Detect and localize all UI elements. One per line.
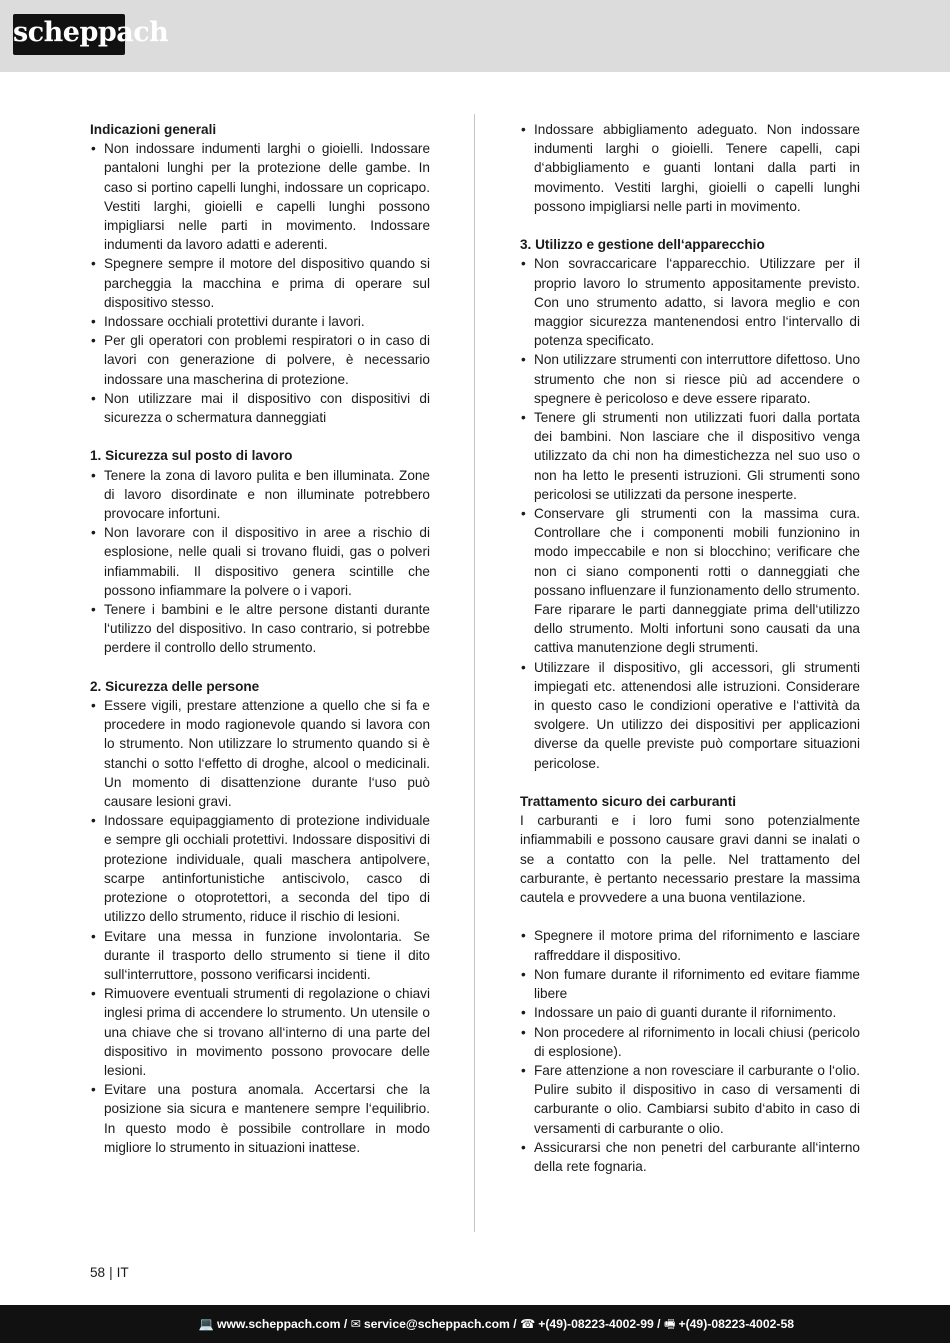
list-item: • Non indossare indumenti larghi o gioielli. Indossare pantaloni lunghi per la protezione delle gambe. In caso si portino capelli lunghi, indossare un copricapo. Vestiti larghi, gioielli e capelli lunghi possono impigliarsi nelle parti in movimento. Indossare indumenti da lavoro adatti e aderenti.: [90, 139, 430, 254]
phone-number: +(49)-08223-4002-99: [538, 1317, 654, 1331]
list-item: • Non lavorare con il dispositivo in aree a rischio di esplosione, nelle quali si trovano fluidi, gas o polveri infiammabili. Il dispositivo genera scintille che possono infiammare la polvere o i vapori.: [90, 523, 430, 600]
workplace-list: [90, 466, 430, 658]
clothing-list: [520, 120, 860, 216]
fax-icon: 🖷: [663, 1317, 676, 1331]
general-list: [90, 139, 430, 427]
list-item: • Indossare equipaggiamento di protezione individuale e sempre gli occhiali protettivi. Indossare dispositivi di protezione individuale, quali maschera antipolvere, scarpe antinfortunistiche antiscivolo, casco di protezione o otoprotettori, a seconda del tipo di utilizzo dello strumento, riduce il rischio di lesioni.: [90, 811, 430, 926]
list-item: • Conservare gli strumenti con la massima cura. Controllare che i componenti mobili funzionino in modo impeccabile e non si blocchino; verificare che non ci siano componenti rotti o danneggiati che possano influenzare il funzionamento dello strumento. Fare riparare le parti danneggiate prima dell‘utilizzo dello strumento. Molti infortuni sono causati da una cattiva manutenzione degli strumenti.: [520, 504, 860, 658]
list-item: • Non utilizzare mai il dispositivo con dispositivi di sicurezza o schermatura danneggiati: [90, 389, 430, 427]
general-section: [90, 120, 430, 427]
left-column: [90, 120, 430, 1157]
list-item: • Per gli operatori con problemi respiratori o in caso di lavori con generazione di polvere, è necessario indossare una mascherina di protezione.: [90, 331, 430, 389]
column-divider: [474, 114, 475, 1232]
fuel-heading: Trattamento sicuro dei carburanti: [520, 794, 737, 810]
workplace-section: [90, 446, 430, 657]
contact-bar: [0, 1305, 950, 1343]
page-separator: |: [109, 1265, 113, 1280]
list-item: • Non procedere al rifornimento in locali chiusi (pericolo di esplosione).: [520, 1023, 860, 1061]
fuel-list: [520, 926, 860, 1176]
general-heading: Indicazioni generali: [90, 122, 217, 137]
fax-number: +(49)-08223-4002-58: [678, 1317, 794, 1331]
list-item: • Utilizzare il dispositivo, gli accessori, gli strumenti impiegati etc. attenendosi alle istruzioni. Considerare in questo caso le condizioni operative e l‘attività da svolgere. Un utilizzo dei dispositivi per applicazioni diverse da quelle previste può comportare situazioni pericolose.: [520, 658, 860, 773]
list-item: • Essere vigili, prestare attenzione a quello che si fa e procedere in modo ragionevole quando si lavora con lo strumento. Non utilizzare lo strumento quando si è stanchi o sotto l‘effetto di droghe, alcool o medicinali. Un momento di disattenzione durante l‘uso può causare lesioni gravi.: [90, 696, 430, 811]
computer-icon: 💻: [198, 1317, 214, 1331]
list-item: • Tenere gli strumenti non utilizzati fuori dalla portata dei bambini. Non lasciare che il dispositivo venga utilizzato da chi non ha dimestichezza nel suo uso o non ha letto le presenti istruzioni. Gli strumenti sono pericolosi se utilizzati da persone inesperte.: [520, 408, 860, 504]
scheppach-logo: scheppach: [13, 14, 125, 55]
list-item: • Non utilizzare strumenti con interruttore difettoso. Uno strumento che non si riesce più ad accendere o spegnere è pericoloso e deve essere riparato.: [520, 350, 860, 408]
persons-list: [90, 696, 430, 1157]
list-item: • Fare attenzione a non rovesciare il carburante o l‘olio. Pulire subito il dispositivo in caso di versamenti di carburante o olio. Cambiarsi subito d‘abito in caso di versamenti di carburante o olio.: [520, 1061, 860, 1138]
fuel-intro: I carburanti e i loro fumi sono potenzialmente infiammabili e possono causare gravi danni se inalati o se a contatto con la pelle. Nel trattamento del carburante, è pertanto necessario prestare la massima cautela e provvedere a una buona ventilazione.: [520, 813, 860, 906]
fuel-section: [520, 792, 860, 1176]
page-number: 58: [90, 1265, 106, 1280]
right-column: [520, 120, 860, 1176]
list-item: • Rimuovere eventuali strumenti di regolazione o chiavi inglesi prima di accendere lo strumento. Un utensile o una chiave che si trovano all‘interno di una parte del dispositivo in movimento possono provocare delle lesioni.: [90, 984, 430, 1080]
list-item: • Tenere la zona di lavoro pulita e ben illuminata. Zone di lavoro disordinate e non illuminate potrebbero provocare infortuni.: [90, 466, 430, 524]
mail-icon: ✉: [350, 1317, 361, 1331]
workplace-heading: 1. Sicurezza sul posto di lavoro: [90, 448, 293, 464]
list-item: • Indossare un paio di guanti durante il rifornimento.: [520, 1003, 860, 1022]
list-item: • Non sovraccaricare l‘apparecchio. Utilizzare per il proprio lavoro lo strumento appositamente previsto. Con uno strumento adatto, si lavora meglio e con maggior sicurezza mantenendosi entro l‘intervallo di potenza specificato.: [520, 254, 860, 350]
persons-heading: 2. Sicurezza delle persone: [90, 678, 260, 694]
persons-section: [90, 677, 430, 1157]
list-item: • Evitare una postura anomala. Accertarsi che la posizione sia sicura e mantenere sempre l‘equilibrio. In questo modo è possibile controllare in modo migliore lo strumento in situazioni inattese.: [90, 1080, 430, 1157]
page-number-footer: [90, 1265, 129, 1280]
usage-list: [520, 254, 860, 772]
list-item: • Indossare abbigliamento adeguato. Non indossare indumenti larghi o gioielli. Tenere capelli, capi d‘abbigliamento e guanti lontani dalla parti in movimento. Vestiti larghi, gioielli o capelli lunghi possono impigliarsi nelle parti in movimento.: [520, 120, 860, 216]
list-item: • Spegnere il motore prima del rifornimento e lasciare raffreddare il dispositivo.: [520, 926, 860, 964]
phone-icon: ☎: [520, 1317, 536, 1331]
separator-slash: /: [657, 1317, 661, 1331]
usage-heading: 3. Utilizzo e gestione dell‘apparecchio: [520, 237, 765, 253]
list-item: • Non fumare durante il rifornimento ed evitare fiamme libere: [520, 965, 860, 1003]
email-link[interactable]: service@scheppach.com: [363, 1317, 510, 1331]
language-code: IT: [116, 1265, 129, 1280]
website-link[interactable]: www.scheppach.com: [216, 1317, 341, 1331]
list-item: • Assicurarsi che non penetri del carburante all‘interno della rete fognaria.: [520, 1138, 860, 1176]
list-item: • Evitare una messa in funzione involontaria. Se durante il trasporto dello strumento si tiene il dito sull‘interruttore, possono verificarsi incidenti.: [90, 927, 430, 985]
separator-slash: /: [343, 1317, 348, 1331]
page-header: [0, 0, 950, 72]
separator-slash: /: [513, 1317, 517, 1331]
usage-section: [520, 235, 860, 773]
list-item: • Tenere i bambini e le altre persone distanti durante l‘utilizzo del dispositivo. In caso contrario, si potrebbe perdere il controllo dello strumento.: [90, 600, 430, 658]
list-item: • Indossare occhiali protettivi durante i lavori.: [90, 312, 430, 331]
list-item: • Spegnere sempre il motore del dispositivo quando si parcheggia la macchina e prima di operare sul dispositivo stesso.: [90, 254, 430, 312]
